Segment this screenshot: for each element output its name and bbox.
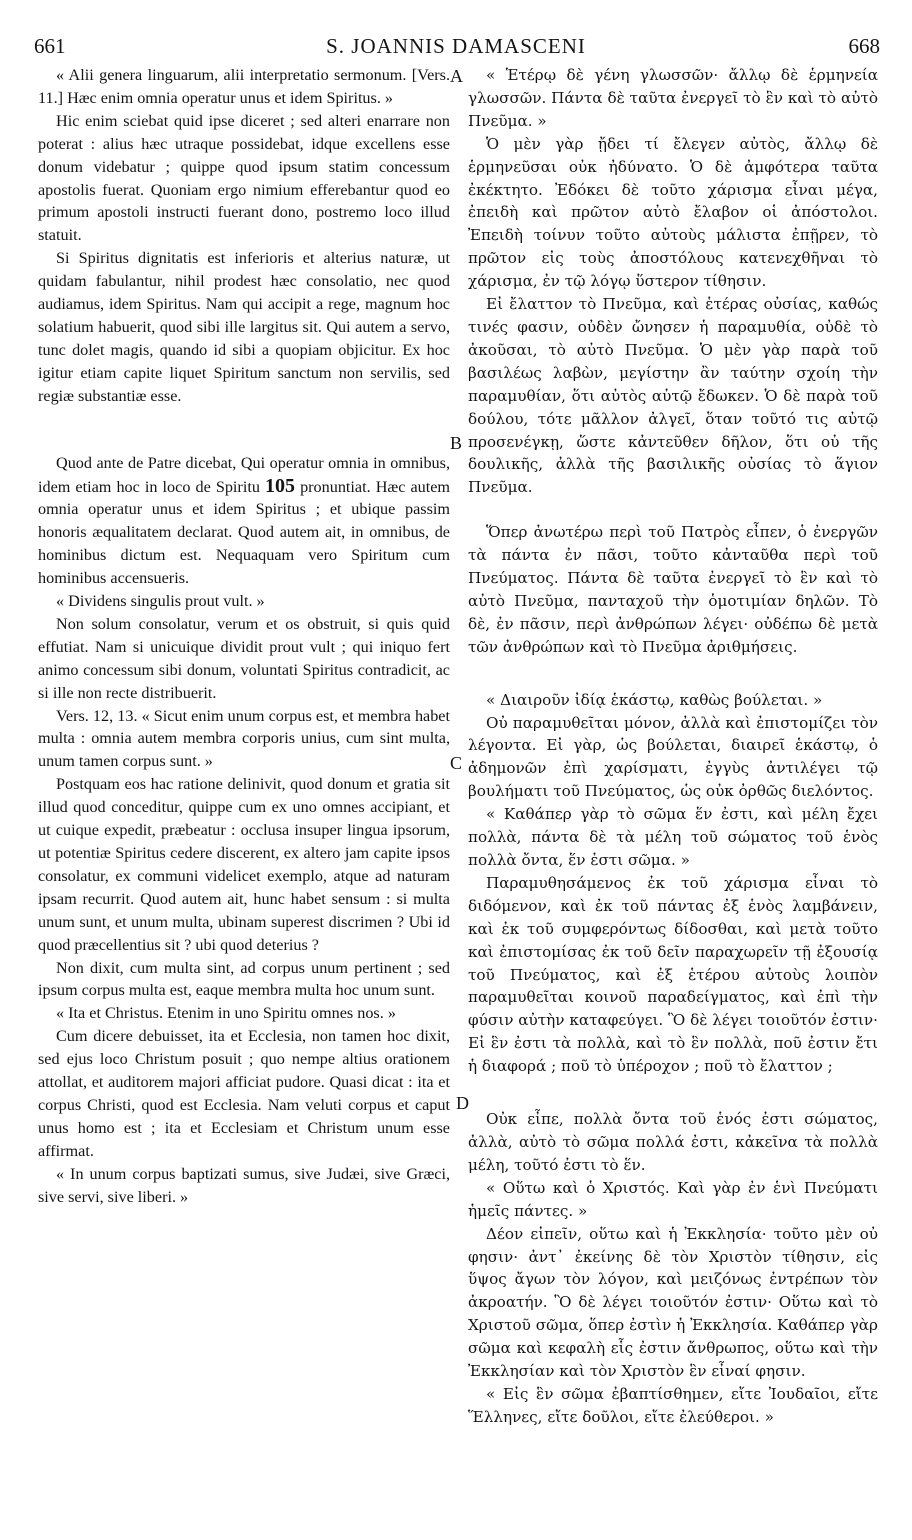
greek-paragraph: Εἰ ἔλαττον τὸ Πνεῦμα, καὶ ἑτέρας οὐσίας, καθώς τινές φασιν, οὐδὲν ὤνησεν ἡ παραμυθία, οὐδὲ τὸ ἀκοῦσαι, τὸ αὐτὸ Πνεῦμα. Ὁ μὲν γὰρ παρὰ τοῦ βασιλέως λαβὼν, μεγίστην ἂν ταύτην σχοίη τὴν παραμυθίαν, ὅτι αὐτὸς αὐτῷ ἔδωκεν. Ὁ δὲ παρὰ τοῦ δούλου, τότε μᾶλλον ἀλγεῖ, ὅταν τοῦτό τις αὐτῷ προσενέγκῃ, ὥστε κἀντεῦθεν δῆλον, ὅτι οὐ τῆς δουλικῆς, ἀλλὰ τῆς βασιλικῆς οὐσίας τὸ ἅγιον Πνεῦμα. <box>468 295 878 497</box>
latin-column <box>38 64 450 1209</box>
latin-paragraph: « Ita et Christus. Etenim in uno Spiritu omnes nos. » <box>56 1004 396 1023</box>
margin-marker-c: C <box>450 753 463 773</box>
latin-paragraph: Vers. 12, 13. « Sicut enim unum corpus est, et membra habet multa : omnia autem membra corporis unius, cum sint multa, unum tamen corpus sunt. » <box>38 706 450 771</box>
latin-paragraph: Non solum consolatur, verum et os obstruit, si quis quid effutiat. Nam si unicuique dividit prout vult ; qui iniquo fert animo concessum sibi donum, voluntati Spiritus contradicit, ac si ille non recte distribuerit. <box>38 614 450 702</box>
latin-paragraph: Hic enim sciebat quid ipse diceret ; sed alteri enarrare non poterat : alius hæc utraque possidebat, idque excellens esse donum videbatur ; quippe quod ipsum statim concessum apostolis fuerat. Quoniam ergo nimium efferebantur quod eo primum apostoli instructi fuerant dono, postremo loco illud statuit. <box>38 111 450 245</box>
greek-paragraph: Οὐκ εἶπε, πολλὰ ὄντα τοῦ ἑνός ἐστι σώματος, ἀλλὰ, αὐτὸ τὸ σῶμα πολλά ἐστι, κἀκεῖνα τὰ πολλὰ μέλη, τοῦτό ἐστι τὸ ἕν. <box>468 1110 878 1174</box>
greek-paragraph: Ὁ μὲν γὰρ ᾔδει τί ἔλεγεν αὐτὸς, ἄλλῳ δὲ ἑρμηνεῦσαι οὐκ ἠδύνατο. Ὁ δὲ ἀμφότερα ταῦτα ἐκέκτητο. Ἐδόκει δὲ τοῦτο χάρισμα εἶναι μέγα, ἐπειδὴ καὶ πρῶτον αὐτὸ ἔλαβον οἱ ἀπόστολοι. Ἐπειδὴ τοίνυν τοῦτο αὐτοὺς μάλιστα ἐπῇρεν, τὸ πρῶτον εἰς τοὺς ἀποστόλους κατενεχθῆναι τὸ χάρισμα, ἐν τῷ λόγῳ ὕστερον τίθησιν. <box>468 134 878 291</box>
greek-paragraph: Δέον εἰπεῖν, οὕτω καὶ ἡ Ἐκκλησία· τοῦτο μὲν οὐ φησιν· ἀντ᾽ ἐκείνης δὲ τὸν Χριστὸν τίθησιν, εἰς ὕψος ἄγων τὸν λόγον, καὶ μειζόνως ἐντρέπων τὸν ἀκροατήν. Ὃ δὲ λέγει τοιοῦτόν ἐστιν· Οὕτω καὶ τὸ Χριστοῦ σῶμα, ὅπερ ἐστὶν ἡ Ἐκκλησία. Καθάπερ γὰρ σῶμα καὶ κεφαλὴ εἷς ἐστιν ἄνθρωπος, οὕτω καὶ τὴν Ἐκκλησίαν καὶ τὸν Χριστὸν ἓν εἶναί φησιν. <box>468 1224 878 1381</box>
greek-paragraph: Οὐ παραμυθεῖται μόνον, ἀλλὰ καὶ ἐπιστομίζει τὸν λέγοντα. Εἰ γὰρ, ὡς βούλεται, διαιρεῖ ἑκάστῳ, ὁ ἀδημονῶν ἐπὶ χαρίσματι, ἐγγὺς ἀντιλέγει τῷ βουλήματι τοῦ Πνεύματος, ὡς οὐκ ὀρθῶς διελόντος. <box>468 713 878 801</box>
greek-paragraph: « Εἰς ἓν σῶμα ἐβαπτίσθημεν, εἴτε Ἰουδαῖοι, εἴτε Ἕλληνες, εἴτε δοῦλοι, εἴτε ἐλεύθεροι. » <box>468 1384 878 1426</box>
margin-marker-d: D <box>456 1093 469 1113</box>
latin-paragraph: Si Spiritus dignitatis est inferioris et alterius naturæ, ut quidam fabulantur, nihil prodest hæc consolatio, nec quod audiamus, idem Spiritus. Nam qui accipit a rege, magnum hoc solatium habuerit, quod sibi ille largitus sit. Qui autem a servo, tunc dolet magis, quando id sibi a quopiam objicitur. Ex hoc igitur etiam capite liquet Spiritum sanctum non servilis, sed regiæ substantiæ esse. <box>38 249 450 405</box>
latin-paragraph: « In unum corpus baptizati sumus, sive Judæi, sive Græci, sive servi, sive liberi. » <box>38 1164 450 1206</box>
greek-paragraph: « Οὕτω καὶ ὁ Χριστός. Καὶ γὰρ ἐν ἑνὶ Πνεύματι ἡμεῖς πάντες. » <box>468 1178 878 1220</box>
latin-paragraph: Postquam eos hac ratione delinivit, quod donum et gratia sit illud quod conceditur, quippe cum ex uno omnes accipiant, et ut cuique expedit, præbeatur : occlusa insuper lingua ipsorum, ut potentiæ Spiritus cedere discerent, ex altero jam capite ipsos consolatur, ex communi videlicet exemplo, atque ad naturam ipsam recurrit. Quod autem ait, hunc habet sensum : si multa unum sunt, et unum multa, ubinam superest discrimen ? Ubi id quod præcellentius sit ? ubi quod deterius ? <box>38 775 450 954</box>
greek-paragraph: Ὅπερ ἀνωτέρω περὶ τοῦ Πατρὸς εἶπεν, ὁ ἐνεργῶν τὰ πάντα ἐν πᾶσι, τοῦτο κἀνταῦθα περὶ τοῦ Πνεύματος. Πάντα δὲ ταῦτα ἐνεργεῖ τὸ ἓν καὶ τὸ αὐτὸ Πνεῦμα, πανταχοῦ τὴν ὁμοτιμίαν δηλῶν. Τὸ δὲ, ἐν πᾶσιν, περὶ ἀνθρώπων λέγει· οὐδέπω δὲ μετὰ τῶν ἀνθρώπων καὶ τὸ Πνεῦμα ἀριθμήσεις. <box>468 523 878 656</box>
latin-paragraph: « Dividens singulis prout vult. » <box>56 592 265 611</box>
left-page-number: 661 <box>34 34 66 58</box>
greek-paragraph: « Ἑτέρῳ δὲ γένη γλωσσῶν· ἄλλῳ δὲ ἑρμηνεία γλωσσῶν. Πάντα δὲ ταῦτα ἐνεργεῖ τὸ ἓν καὶ τὸ αὐτὸ Πνεῦμα. » <box>468 66 878 130</box>
margin-marker-a: A <box>450 66 463 86</box>
latin-paragraph-end: pronuntiat. Hæc autem omnia operatur unus et idem Spiritus ; et ubique passim honoris æqualitatem declarat. Quod autem ait, in omnibus, de hominibus dictum est. Nequaquam vero Spiritum cum hominibus accensueris. <box>38 477 451 588</box>
latin-paragraph: Non dixit, cum multa sint, ad corpus unum pertinent ; sed ipsum corpus multa est, eaque membra multa hoc unum sunt. <box>38 958 450 1000</box>
right-page-number: 668 <box>848 34 880 58</box>
greek-column <box>468 64 878 1429</box>
latin-paragraph-with-column-number <box>38 452 450 590</box>
greek-paragraph: « Καθάπερ γὰρ τὸ σῶμα ἕν ἐστι, καὶ μέλη ἔχει πολλὰ, πάντα δὲ τὰ μέλη τοῦ σώματος τοῦ ἑνὸς πολλὰ ὄντα, ἕν ἐστι σῶμα. » <box>468 805 878 869</box>
greek-paragraph: « Διαιροῦν ἰδίᾳ ἑκάστῳ, καθὼς βούλεται. » <box>486 690 823 709</box>
margin-marker-b: B <box>450 433 463 453</box>
latin-paragraph: « Alii genera linguarum, alii interpretatio sermonum. [Vers. 11.] Hæc enim omnia operatur unus et idem Spiritus. » <box>38 66 450 107</box>
page-header <box>28 30 884 60</box>
latin-paragraph: Cum dicere debuisset, ita et Ecclesia, non tamen hoc dixit, sed ejus loco Christum posuit ; quo nempe altius orationem attollat, et auditorem majori afficiat pudore. Quasi dicat : ita et corpus Christi, quod est Ecclesia. Nam veluti corpus et caput unus homo est ; ita et Ecclesiam et Christum unum esse affirmat. <box>38 1027 450 1160</box>
latin-paragraph-start: Quod ante de Patre dicebat, Qui operatur omnia in omnibus, idem etiam hoc in loco de Spiritu <box>38 453 450 496</box>
running-title: S. JOANNIS DAMASCENI <box>326 34 586 58</box>
column-number: 105 <box>265 474 295 497</box>
greek-paragraph: Παραμυθησάμενος ἐκ τοῦ χάρισμα εἶναι τὸ διδόμενον, καὶ ἐκ τοῦ πάντας ἐξ ἑνὸς λαμβάνειν, καὶ ἐκ τοῦ συμφερόντως δίδοσθαι, καὶ μετὰ τοῦτο καὶ ἐπιστομίσας ἐκ τοῦ δεῖν παραχωρεῖν τῇ ἐξουσίᾳ τοῦ Πνεύματος, καὶ ἐξ ἑτέρου αὐτοὺς λοιπὸν παραμυθεῖται κοινοῦ παραδείγματος, καὶ ἐπὶ τὴν φύσιν αὐτὴν καταφεύγει. Ὃ δὲ λέγει τοιοῦτόν ἐστιν· Εἰ ἓν ἐστι τὰ πολλὰ, καὶ τὸ ἓν πολλὰ, ποῦ ἐστιν ἔτι ἡ διαφορά ; ποῦ τὸ ὑπέροχον ; ποῦ τὸ ἔλαττον ; <box>468 873 878 1076</box>
